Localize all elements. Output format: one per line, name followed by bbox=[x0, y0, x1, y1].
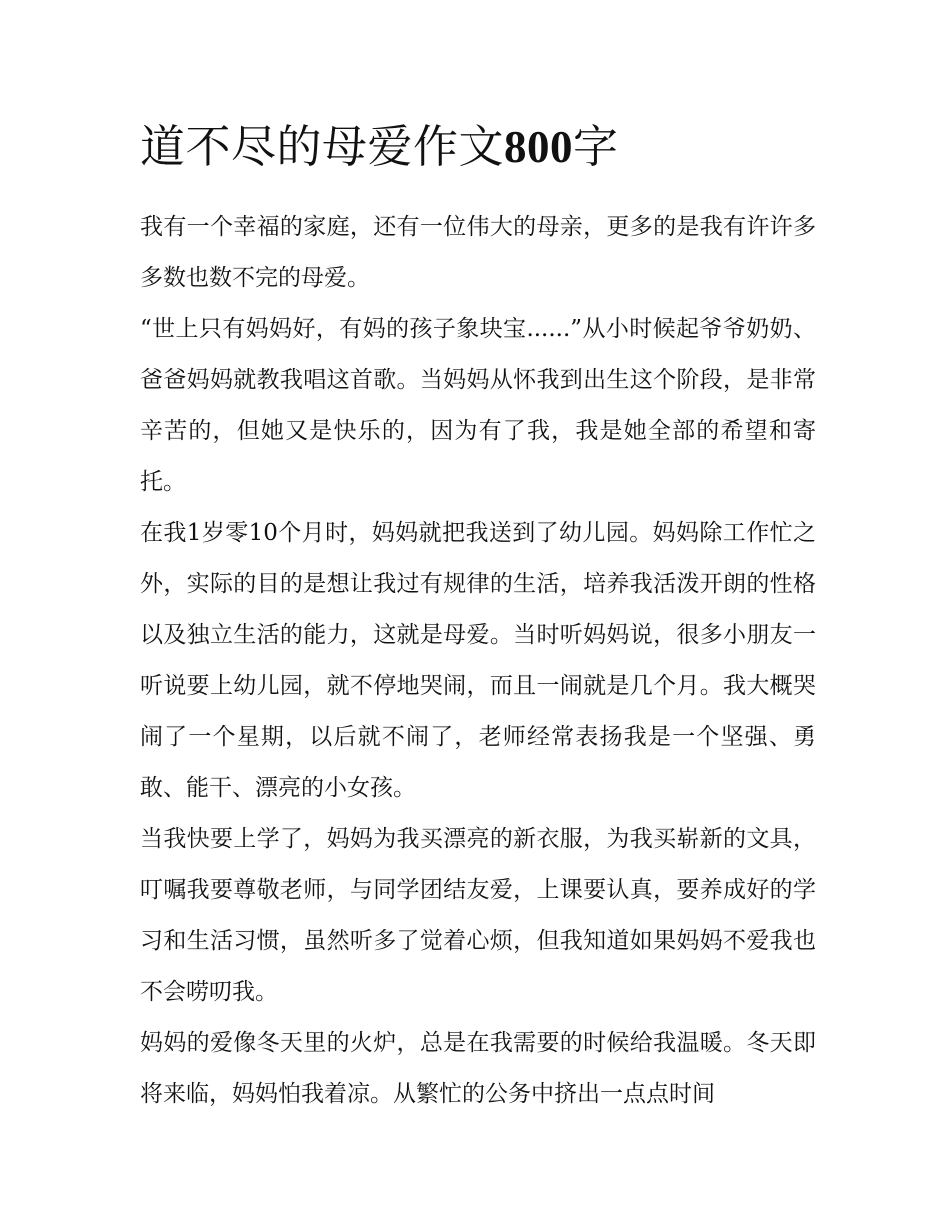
document-title bbox=[140, 112, 816, 182]
title-suffix-text: 字 bbox=[573, 120, 619, 173]
paragraph-2: “世上只有妈妈好，有妈的孩子象块宝......”从小时候起爷爷奶奶、爸爸妈妈就教我唱这首歌。当妈妈从怀我到出生这个阶段，是非常辛苦的，但她又是快乐的，因为有了我，我是她全部的希望和寄托。 bbox=[140, 316, 816, 495]
title-number: 800 bbox=[504, 122, 574, 172]
title-main-text: 道不尽的母爱作文 bbox=[140, 120, 505, 173]
document-body bbox=[140, 112, 816, 1120]
paragraph-1: 我有一个幸福的家庭，还有一位伟大的母亲，更多的是我有许许多多数也数不完的母爱。 bbox=[140, 214, 816, 291]
paragraph-4: 当我快要上学了，妈妈为我买漂亮的新衣服，为我买崭新的文具，叮嘱我要尊敬老师，与同学团结友爱，上课要认真，要养成好的学习和生活习惯，虽然听多了觉着心烦，但我知道如果妈妈不爱我也不会唠叨我。 bbox=[140, 826, 816, 1005]
paragraph-3: 在我1岁零10个月时，妈妈就把我送到了幼儿园。妈妈除工作忙之外，实际的目的是想让我过有规律的生活，培养我活泼开朗的性格以及独立生活的能力，这就是母爱。当时听妈妈说，很多小朋友一听说要上幼儿园，就不停地哭闹，而且一闹就是几个月。我大概哭闹了一个星期，以后就不闹了，老师经常表扬我是一个坚强、勇敢、能干、漂亮的小女孩。 bbox=[140, 520, 816, 801]
paragraph-5: 妈妈的爱像冬天里的火炉，总是在我需要的时候给我温暖。冬天即将来临，妈妈怕我着凉。从繁忙的公务中挤出一点点时间 bbox=[140, 1030, 816, 1107]
